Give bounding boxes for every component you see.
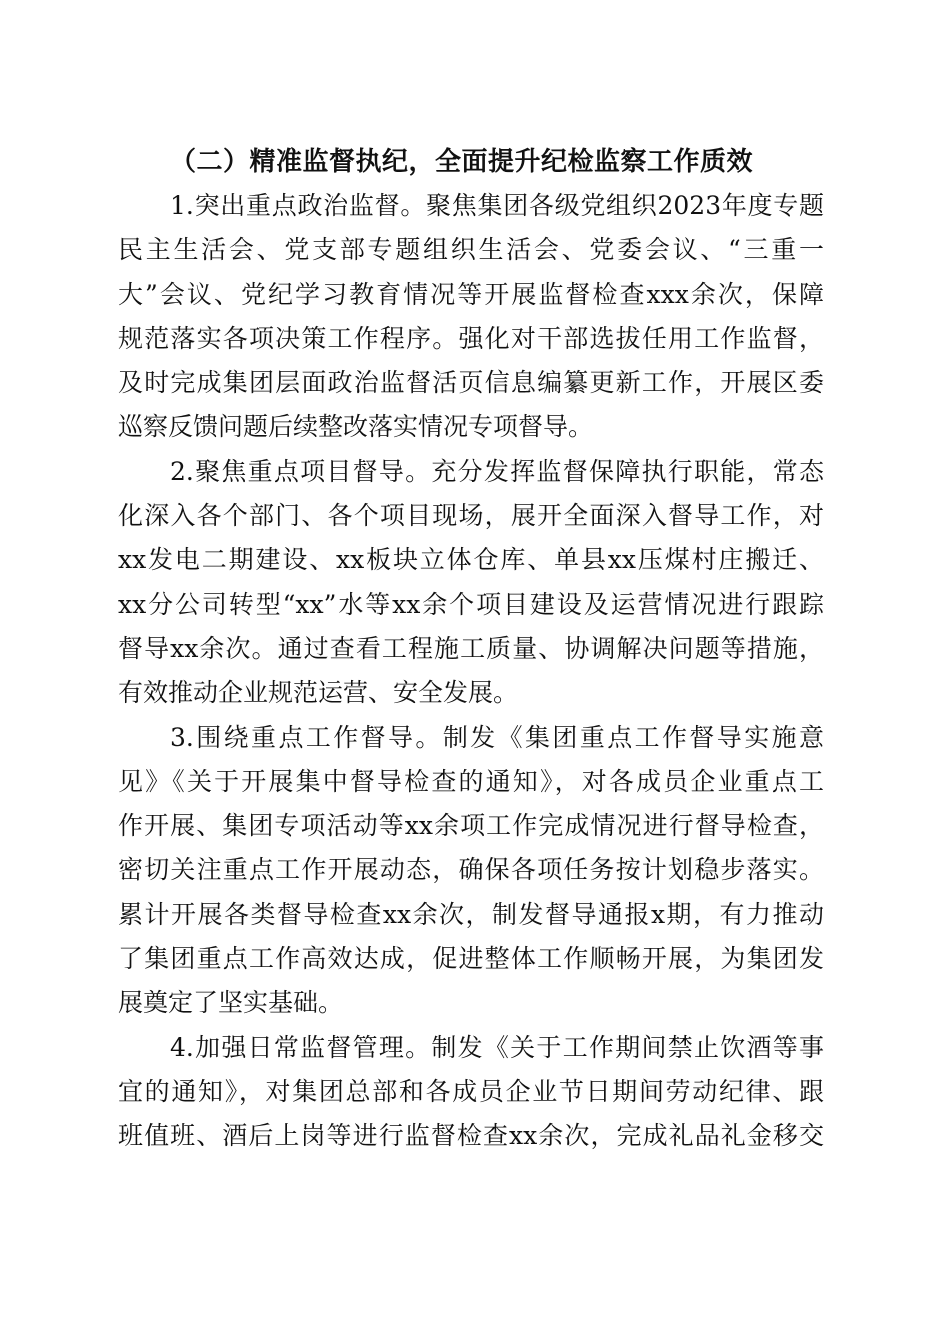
text-line: 宜的通知》，对集团总部和各成员企业节日期间劳动纪律、跟	[118, 1076, 824, 1106]
text-line: 有效推动企业规范运营、安全发展。	[118, 678, 519, 708]
text-line: 展奠定了坚实基础。	[118, 988, 344, 1018]
paragraph-project-supervision	[118, 450, 824, 716]
text-line: 大”会议、党纪学习教育情况等开展监督检查xxx余次，保障	[118, 279, 824, 309]
paragraph-daily-supervision	[118, 1026, 824, 1159]
text-line: 督导xx余次。通过查看工程施工质量、协调解决问题等措施，	[118, 633, 824, 663]
text-line: 4.加强日常监督管理。制发《关于工作期间禁止饮酒等事	[170, 1032, 824, 1062]
text-line: 巡察反馈问题后续整改落实情况专项督导。	[118, 412, 594, 442]
paragraph-political-supervision	[118, 184, 824, 450]
text-line: 班值班、酒后上岗等进行监督检查xx余次，完成礼品礼金移交	[118, 1121, 824, 1151]
text-line: 见》《关于开展集中督导检查的通知》，对各成员企业重点工	[118, 766, 824, 796]
text-line: 化深入各个部门、各个项目现场，展开全面深入督导工作，对	[118, 501, 824, 531]
document-page	[118, 140, 824, 1159]
text-line: xx发电二期建设、xx板块立体仓库、单县xx压煤村庄搬迁、	[118, 545, 824, 575]
text-line: 密切关注重点工作开展动态，确保各项任务按计划稳步落实。	[118, 855, 824, 885]
text-line: 规范落实各项决策工作程序。强化对干部选拔任用工作监督，	[118, 323, 824, 353]
text-line: 了集团重点工作高效达成，促进整体工作顺畅开展，为集团发	[118, 944, 824, 974]
text-line: 1.突出重点政治监督。聚焦集团各级党组织2023年度专题	[170, 191, 824, 220]
text-line: 3.围绕重点工作督导。制发《集团重点工作督导实施意	[170, 722, 824, 752]
paragraph-key-work-supervision	[118, 716, 824, 1026]
text-line: 民主生活会、党支部专题组织生活会、党委会议、“三重一	[118, 235, 824, 265]
section-heading: （二）精准监督执纪，全面提升纪检监察工作质效	[170, 147, 754, 177]
text-line: 及时完成集团层面政治监督活页信息编纂更新工作，开展区委	[118, 368, 824, 398]
text-line: 作开展、集团专项活动等xx余项工作完成情况进行督导检查，	[118, 811, 824, 841]
text-line: 2.聚焦重点项目督导。充分发挥监督保障执行职能，常态	[170, 456, 824, 486]
text-line: 累计开展各类督导检查xx余次，制发督导通报x期，有力推动	[118, 899, 824, 929]
text-line: xx分公司转型“xx”水等xx余个项目建设及运营情况进行跟踪	[118, 589, 824, 619]
